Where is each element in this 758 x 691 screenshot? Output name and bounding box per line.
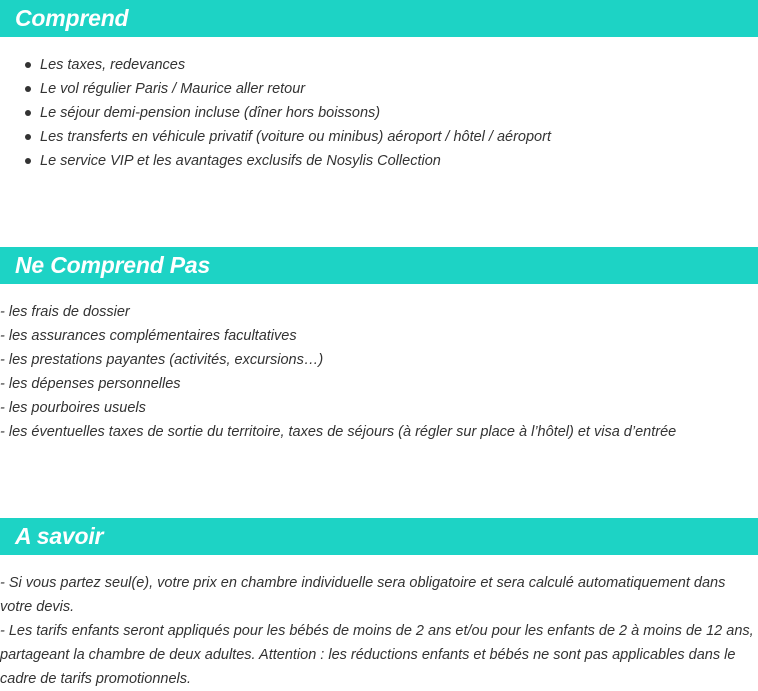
list-item <box>0 53 551 77</box>
ne-comprend-pas-header <box>0 247 758 284</box>
comprend-header <box>0 0 758 37</box>
list-item <box>0 149 551 173</box>
comprend-list <box>0 53 551 173</box>
list-item <box>0 77 551 101</box>
list-item <box>0 101 551 125</box>
a-savoir-paragraph: - Les tarifs enfants seront appliqués pour les bébés de moins de 2 ans et/ou pour les enfants de 2 à moins de 12 ans, partageant la chambre de deux adultes. Attention : les réductions enfants et bébés ne sont pas applicables dans le cadre de tarifs promotionnels. <box>0 623 754 687</box>
list-item: - les éventuelles taxes de sortie du territoire, taxes de séjours (à régler sur place à l’hôtel) et visa d’entrée <box>0 424 677 440</box>
list-item-text: Le séjour demi-pension incluse (dîner hors boissons) <box>40 105 381 121</box>
list-item-text: Les taxes, redevances <box>40 57 186 73</box>
a-savoir-header <box>0 518 758 555</box>
list-item <box>0 125 551 149</box>
list-item-text: Le vol régulier Paris / Maurice aller retour <box>40 81 306 97</box>
a-savoir-content <box>0 571 758 691</box>
list-item: - les pourboires usuels <box>0 400 146 416</box>
list-item: - les prestations payantes (activités, excursions…) <box>0 352 324 368</box>
bullet-icon <box>25 110 31 116</box>
bullet-icon <box>25 62 31 68</box>
list-item: - les dépenses personnelles <box>0 376 181 392</box>
list-item-text: Les transferts en véhicule privatif (voiture ou minibus) aéroport / hôtel / aéroport <box>40 129 551 145</box>
a-savoir-paragraph: - Si vous partez seul(e), votre prix en chambre individuelle sera obligatoire et sera calculé automatiquement dans votre devis. <box>0 575 726 615</box>
a-savoir-title: A savoir <box>15 523 104 549</box>
comprend-title: Comprend <box>15 5 129 31</box>
ne-comprend-pas-list <box>0 300 676 444</box>
list-item-text: Le service VIP et les avantages exclusifs de Nosylis Collection <box>40 153 441 169</box>
list-item: - les assurances complémentaires facultatives <box>0 328 297 344</box>
bullet-icon <box>25 134 31 140</box>
bullet-icon <box>25 86 31 92</box>
list-item: - les frais de dossier <box>0 304 130 320</box>
ne-comprend-pas-title: Ne Comprend Pas <box>15 252 211 278</box>
bullet-icon <box>25 158 31 164</box>
